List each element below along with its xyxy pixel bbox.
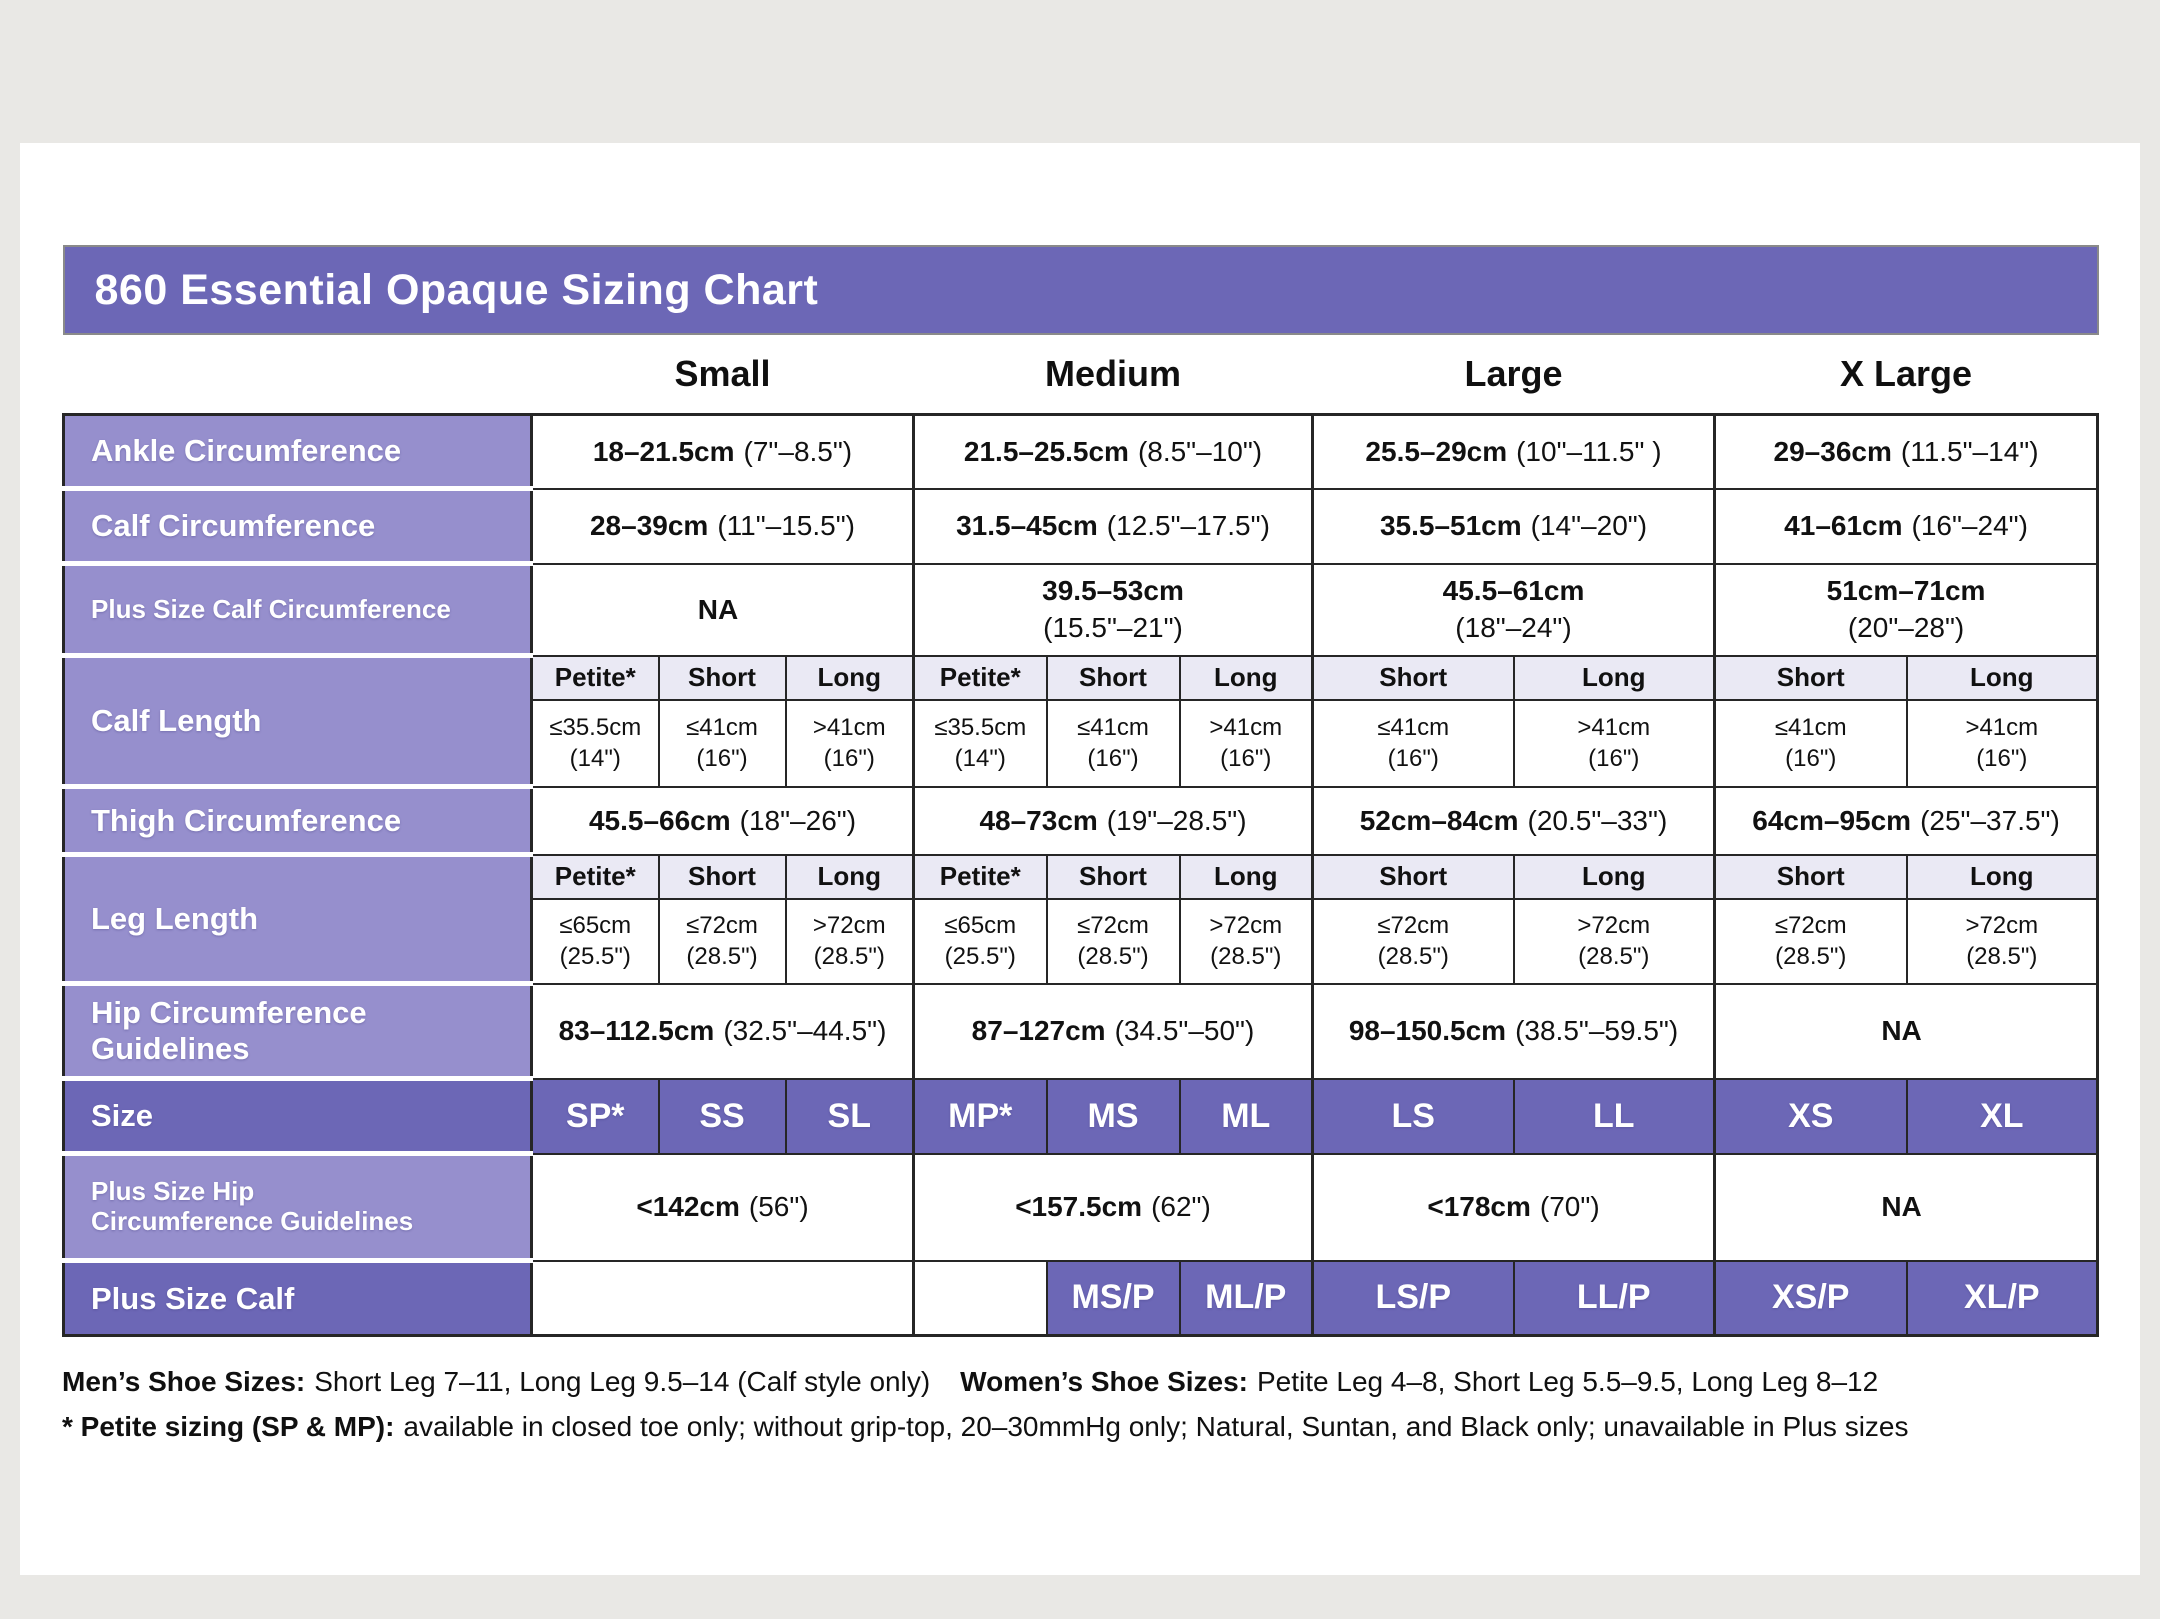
value-cm: ≤65cm	[944, 911, 1017, 939]
value-in: (19"–28.5")	[1106, 804, 1247, 836]
value-cm: ≤41cm	[1774, 713, 1847, 741]
value-in: (28.5")	[813, 943, 885, 970]
footnotes	[62, 1359, 2098, 1449]
value-cm: 45.5–66cm	[588, 804, 731, 836]
cell-ankle-small	[532, 415, 914, 489]
cell-pscc-medium	[914, 564, 1313, 656]
column-header-medium: Medium	[914, 334, 1313, 415]
value-cm: ≤41cm	[1377, 713, 1450, 741]
value-in: (16")	[1785, 745, 1837, 772]
value-in: (28.5")	[686, 943, 758, 970]
leg-length-value	[1313, 899, 1514, 984]
value-cm: ≤35.5cm	[549, 713, 642, 741]
value-in: (25.5")	[559, 943, 631, 970]
size-cell: SL	[786, 1079, 914, 1154]
value-in: (16")	[1976, 745, 2028, 772]
value-in: (14"–20")	[1530, 510, 1648, 541]
row-leg-length-subheader	[64, 855, 2098, 899]
value-cm: >72cm	[812, 911, 886, 939]
row-plus-calf-circumference	[64, 564, 2098, 656]
cell-pluship-medium	[914, 1154, 1313, 1261]
plus-size-calf-cell: XS/P	[1715, 1261, 1907, 1336]
value-cm: NA	[697, 593, 739, 625]
value-cm: NA	[1881, 1015, 1922, 1046]
cell-calfcirc-xlarge	[1715, 489, 2098, 564]
leg-length-subheader: Petite*	[914, 855, 1047, 899]
cell-hip-large	[1313, 984, 1715, 1079]
value-in: (18"–24")	[1455, 611, 1572, 643]
column-header-large: Large	[1313, 334, 1715, 415]
plus-size-calf-empty-small	[532, 1261, 914, 1336]
value-cm: ≤72cm	[1774, 911, 1847, 939]
calf-length-value	[1907, 700, 2098, 787]
value-cm: >72cm	[1209, 911, 1283, 939]
size-cell: SP*	[532, 1079, 659, 1154]
value-cm: >72cm	[1965, 911, 2039, 939]
value-in: (28.5")	[1578, 943, 1650, 970]
value-cm: ≤72cm	[1077, 911, 1149, 939]
value-in: (20"–28")	[1847, 611, 1965, 643]
cell-pscc-xlarge	[1715, 564, 2098, 656]
leg-length-subheader: Long	[1180, 855, 1313, 899]
calf-length-subheader: Long	[1180, 656, 1313, 700]
value-in: (15.5"–21")	[1043, 611, 1183, 643]
value-in: (12.5"–17.5")	[1106, 510, 1270, 541]
plus-size-calf-cell: LS/P	[1313, 1261, 1514, 1336]
value-in: (25.5")	[944, 943, 1016, 970]
value-cm: 18–21.5cm	[592, 435, 735, 467]
leg-length-value	[1907, 899, 2098, 984]
row-hip	[64, 984, 2098, 1079]
row-label-thigh: Thigh Circumference	[64, 787, 532, 855]
value-in: (16")	[1387, 745, 1439, 772]
value-cm: 39.5–53cm	[1042, 575, 1184, 607]
value-cm: >41cm	[812, 713, 886, 741]
value-in: (28.5")	[1966, 943, 2038, 970]
calf-length-subheader: Petite*	[914, 656, 1047, 700]
value-cm: ≤72cm	[1377, 911, 1450, 939]
leg-length-subheader: Short	[659, 855, 786, 899]
row-label-size: Size	[64, 1079, 532, 1154]
cell-plushipsmall	[532, 1154, 914, 1261]
calf-length-value	[1313, 700, 1514, 787]
cell-pluship-xlarge	[1715, 1154, 2098, 1261]
column-header-row	[64, 334, 2098, 415]
value-in: (16")	[1588, 745, 1640, 772]
leg-length-value	[1715, 899, 1907, 984]
value-cm: ≤41cm	[1077, 713, 1149, 741]
row-plus-hip	[64, 1154, 2098, 1261]
leg-length-subheader: Short	[1047, 855, 1180, 899]
value-cm: 64cm–95cm	[1752, 804, 1912, 836]
plus-size-calf-cell: MS/P	[1047, 1261, 1180, 1336]
value-in: (62")	[1151, 1191, 1211, 1222]
cell-calfcirc-small	[532, 489, 914, 564]
value-cm: 29–36cm	[1773, 435, 1892, 467]
row-plus-size-calf	[64, 1261, 2098, 1336]
value-cm: <157.5cm	[1015, 1191, 1143, 1222]
calf-length-subheader: Short	[1313, 656, 1514, 700]
label-line1: Plus Size Hip	[91, 1176, 255, 1207]
value-cm: >41cm	[1965, 713, 2039, 741]
leg-length-subheader: Long	[1907, 855, 2098, 899]
value-in: (10"–11.5" )	[1516, 435, 1662, 467]
cell-ankle-medium	[914, 415, 1313, 489]
row-label-ankle: Ankle Circumference	[64, 415, 532, 489]
leg-length-value	[532, 899, 659, 984]
size-cell: XL	[1907, 1079, 2098, 1154]
value-in: (20.5"–33")	[1527, 804, 1668, 836]
calf-length-value	[1715, 700, 1907, 787]
value-cm: >41cm	[1577, 713, 1651, 741]
row-label-leg-length: Leg Length	[64, 855, 532, 984]
label-line2: Guidelines	[91, 1031, 250, 1066]
calf-length-subheader: Long	[1907, 656, 2098, 700]
cell-calfcirc-medium	[914, 489, 1313, 564]
cell-thigh-xlarge	[1715, 787, 2098, 855]
value-in: (25"–37.5")	[1920, 804, 2060, 836]
leg-length-value	[914, 899, 1047, 984]
calf-length-subheader: Long	[786, 656, 914, 700]
value-in: (38.5"–59.5")	[1515, 1015, 1679, 1046]
value-in: (8.5"–10")	[1137, 435, 1263, 467]
value-in: (70")	[1539, 1191, 1600, 1222]
leg-length-value	[1514, 899, 1715, 984]
calf-length-value	[532, 700, 659, 787]
cell-hip-xlarge	[1715, 984, 2098, 1079]
cell-calfcirc-large	[1313, 489, 1715, 564]
value-in: (28.5")	[1077, 943, 1149, 970]
calf-length-value	[659, 700, 786, 787]
value-cm: 25.5–29cm	[1365, 435, 1508, 467]
chart-content	[20, 143, 2140, 1449]
footnote-petite-text: available in closed toe only; without grip-top, 20–30mmHg only; Natural, Suntan, and Black only; unavailable in Plus sizes	[403, 1411, 1909, 1442]
leg-length-subheader: Long	[1514, 855, 1715, 899]
value-cm: <178cm	[1427, 1191, 1531, 1222]
leg-length-subheader: Petite*	[532, 855, 659, 899]
value-in: (16")	[696, 745, 748, 772]
label-line1: Hip Circumference	[91, 995, 367, 1031]
value-in: (7"–8.5")	[743, 435, 853, 467]
value-in: (16")	[1087, 745, 1139, 772]
chart-title: 860 Essential Opaque Sizing Chart	[94, 265, 819, 314]
title-bar-row	[64, 246, 2098, 334]
cell-hip-small	[532, 984, 914, 1079]
row-label-calf-length: Calf Length	[64, 656, 532, 787]
calf-length-value	[1180, 700, 1313, 787]
cell-pscc-small	[532, 564, 914, 656]
value-in: (16")	[1220, 745, 1272, 772]
value-cm: NA	[1881, 1191, 1922, 1222]
value-cm: 28–39cm	[589, 510, 709, 541]
value-cm: ≤72cm	[686, 911, 758, 939]
row-ankle	[64, 415, 2098, 489]
size-cell: MP*	[914, 1079, 1047, 1154]
footnote-mens-label: Men’s Shoe Sizes:	[62, 1366, 306, 1397]
value-in: (16")	[823, 745, 875, 772]
value-in: (14")	[954, 745, 1006, 772]
value-cm: 83–112.5cm	[558, 1015, 715, 1046]
plus-size-calf-cell: ML/P	[1180, 1261, 1313, 1336]
value-in: (28.5")	[1377, 943, 1449, 970]
sizing-table	[62, 245, 2099, 1337]
value-in: (56")	[748, 1191, 809, 1222]
cell-thigh-large	[1313, 787, 1715, 855]
chart-card	[20, 143, 2140, 1575]
calf-length-value	[1514, 700, 1715, 787]
cell-hip-medium	[914, 984, 1313, 1079]
footnote-womens-text: Petite Leg 4–8, Short Leg 5.5–9.5, Long Leg 8–12	[1257, 1366, 1879, 1397]
calf-length-subheader: Petite*	[532, 656, 659, 700]
footnote-womens-label: Women’s Shoe Sizes:	[960, 1366, 1248, 1397]
column-header-spacer	[64, 334, 532, 415]
calf-length-subheader: Short	[1047, 656, 1180, 700]
value-in: (28.5")	[1210, 943, 1282, 970]
value-cm: 41–61cm	[1784, 510, 1903, 541]
value-cm: 35.5–51cm	[1379, 510, 1522, 541]
calf-length-subheader: Short	[1715, 656, 1907, 700]
label-line2: Circumference Guidelines	[91, 1206, 414, 1236]
value-in: (11"–15.5")	[717, 510, 855, 541]
row-label-plus-size-calf: Plus Size Calf	[64, 1261, 532, 1336]
value-cm: 52cm–84cm	[1359, 804, 1519, 836]
chart-title-bar	[64, 246, 2098, 334]
calf-length-value	[786, 700, 914, 787]
cell-thigh-small	[532, 787, 914, 855]
size-cell: XS	[1715, 1079, 1907, 1154]
value-cm: 98–150.5cm	[1348, 1015, 1507, 1046]
value-in: (11.5"–14")	[1900, 435, 2039, 467]
cell-pluship-large	[1313, 1154, 1715, 1261]
size-cell: ML	[1180, 1079, 1313, 1154]
calf-length-value	[914, 700, 1047, 787]
value-cm: 21.5–25.5cm	[963, 435, 1129, 467]
size-cell: SS	[659, 1079, 786, 1154]
calf-length-subheader: Short	[659, 656, 786, 700]
calf-length-value	[1047, 700, 1180, 787]
row-label-hip	[64, 984, 532, 1079]
leg-length-value	[1180, 899, 1313, 984]
column-header-small: Small	[532, 334, 914, 415]
value-in: (18"–26")	[739, 804, 857, 836]
value-cm: 45.5–61cm	[1442, 575, 1585, 607]
value-in: (28.5")	[1775, 943, 1847, 970]
plus-size-calf-cell: LL/P	[1514, 1261, 1715, 1336]
value-cm: 48–73cm	[979, 804, 1098, 836]
row-label-plus-calf-circumference: Plus Size Calf Circumference	[64, 564, 532, 656]
value-in: (32.5"–44.5")	[723, 1015, 887, 1046]
value-in: (14")	[569, 745, 621, 772]
value-cm: 31.5–45cm	[956, 510, 1098, 541]
footnote-petite-label: * Petite sizing (SP & MP):	[62, 1411, 395, 1442]
leg-length-value	[1047, 899, 1180, 984]
value-in: (34.5"–50")	[1114, 1015, 1255, 1046]
cell-ankle-large	[1313, 415, 1715, 489]
value-cm: 51cm–71cm	[1826, 575, 1986, 607]
row-calf-length-subheader	[64, 656, 2098, 700]
value-cm: 87–127cm	[971, 1015, 1106, 1046]
leg-length-subheader: Short	[1715, 855, 1907, 899]
footnote-mens-text: Short Leg 7–11, Long Leg 9.5–14 (Calf style only)	[314, 1366, 931, 1397]
size-cell: MS	[1047, 1079, 1180, 1154]
leg-length-value	[659, 899, 786, 984]
footnote-line2	[62, 1404, 2098, 1449]
footnote-line1	[62, 1359, 2098, 1404]
column-header-xlarge: X Large	[1715, 334, 2098, 415]
calf-length-subheader: Long	[1514, 656, 1715, 700]
size-cell: LS	[1313, 1079, 1514, 1154]
value-cm: ≤65cm	[559, 911, 632, 939]
size-cell: LL	[1514, 1079, 1715, 1154]
value-cm: >72cm	[1577, 911, 1651, 939]
value-in: (16"–24")	[1911, 510, 2028, 541]
cell-thigh-medium	[914, 787, 1313, 855]
plus-size-calf-cell: XL/P	[1907, 1261, 2098, 1336]
leg-length-subheader: Long	[786, 855, 914, 899]
value-cm: >41cm	[1209, 713, 1283, 741]
plus-size-calf-empty-medium-petite	[914, 1261, 1047, 1336]
row-label-calf-circumference: Calf Circumference	[64, 489, 532, 564]
cell-ankle-xlarge	[1715, 415, 2098, 489]
cell-pscc-large	[1313, 564, 1715, 656]
row-thigh	[64, 787, 2098, 855]
row-label-plus-hip	[64, 1154, 532, 1261]
leg-length-subheader: Short	[1313, 855, 1514, 899]
leg-length-value	[786, 899, 914, 984]
row-size	[64, 1079, 2098, 1154]
row-calf-circumference	[64, 489, 2098, 564]
value-cm: ≤41cm	[686, 713, 758, 741]
value-cm: <142cm	[636, 1191, 740, 1222]
value-cm: ≤35.5cm	[934, 713, 1027, 741]
